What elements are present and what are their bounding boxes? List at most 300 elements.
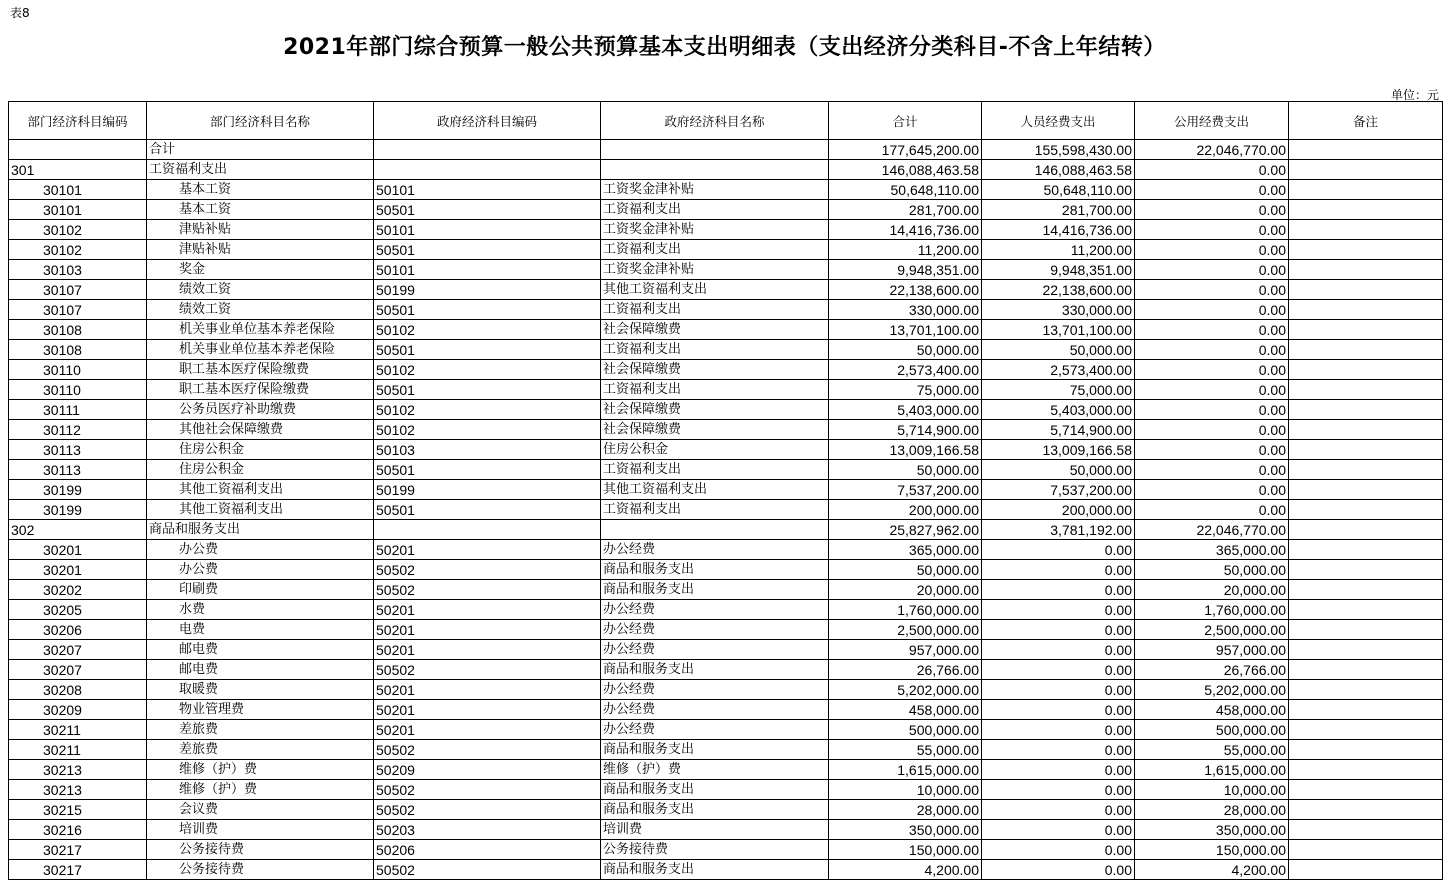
cell-public: 350,000.00 bbox=[1135, 820, 1289, 840]
cell-dept-name: 职工基本医疗保险缴费 bbox=[147, 360, 374, 380]
header-note: 备注 bbox=[1289, 102, 1443, 140]
unit-label: 单位：元 bbox=[1390, 88, 1439, 102]
header-gov-name: 政府经济科目名称 bbox=[601, 102, 829, 140]
cell-dept-name: 合计 bbox=[147, 140, 374, 160]
cell-total: 14,416,736.00 bbox=[829, 220, 982, 240]
cell-dept-code: 30211 bbox=[9, 740, 147, 760]
header-total: 合计 bbox=[829, 102, 982, 140]
cell-dept-name: 培训费 bbox=[147, 820, 374, 840]
cell-gov-name: 商品和服务支出 bbox=[601, 780, 829, 800]
cell-gov-code: 50502 bbox=[374, 660, 601, 680]
cell-public: 55,000.00 bbox=[1135, 740, 1289, 760]
cell-dept-name: 差旅费 bbox=[147, 740, 374, 760]
cell-gov-name: 维修（护）费 bbox=[601, 760, 829, 780]
cell-personnel: 3,781,192.00 bbox=[982, 520, 1135, 540]
cell-dept-code: 30102 bbox=[9, 220, 147, 240]
cell-note bbox=[1289, 400, 1443, 420]
cell-gov-code: 50502 bbox=[374, 580, 601, 600]
cell-note bbox=[1289, 660, 1443, 680]
table-row bbox=[9, 580, 1443, 600]
table-row bbox=[9, 700, 1443, 720]
cell-total: 55,000.00 bbox=[829, 740, 982, 760]
cell-gov-code: 50201 bbox=[374, 540, 601, 560]
cell-public: 0.00 bbox=[1135, 400, 1289, 420]
cell-note bbox=[1289, 340, 1443, 360]
cell-public: 22,046,770.00 bbox=[1135, 520, 1289, 540]
cell-gov-name: 社会保障缴费 bbox=[601, 400, 829, 420]
cell-dept-name: 其他工资福利支出 bbox=[147, 500, 374, 520]
cell-dept-name: 水费 bbox=[147, 600, 374, 620]
cell-dept-name: 维修（护）费 bbox=[147, 760, 374, 780]
cell-gov-code: 50201 bbox=[374, 640, 601, 660]
cell-note bbox=[1289, 720, 1443, 740]
header-public: 公用经费支出 bbox=[1135, 102, 1289, 140]
cell-note bbox=[1289, 360, 1443, 380]
cell-gov-name: 社会保障缴费 bbox=[601, 420, 829, 440]
cell-total: 22,138,600.00 bbox=[829, 280, 982, 300]
table-row bbox=[9, 380, 1443, 400]
cell-total: 2,500,000.00 bbox=[829, 620, 982, 640]
cell-dept-code: 30103 bbox=[9, 260, 147, 280]
cell-personnel: 0.00 bbox=[982, 740, 1135, 760]
cell-gov-code: 50103 bbox=[374, 440, 601, 460]
cell-dept-name: 商品和服务支出 bbox=[147, 520, 374, 540]
cell-total: 2,573,400.00 bbox=[829, 360, 982, 380]
table-row bbox=[9, 720, 1443, 740]
cell-public: 1,760,000.00 bbox=[1135, 600, 1289, 620]
cell-dept-code bbox=[9, 140, 147, 160]
cell-total: 458,000.00 bbox=[829, 700, 982, 720]
cell-public: 0.00 bbox=[1135, 220, 1289, 240]
cell-total: 5,403,000.00 bbox=[829, 400, 982, 420]
table-row bbox=[9, 800, 1443, 820]
cell-dept-name: 机关事业单位基本养老保险 bbox=[147, 340, 374, 360]
cell-total: 9,948,351.00 bbox=[829, 260, 982, 280]
cell-public: 28,000.00 bbox=[1135, 800, 1289, 820]
cell-total: 957,000.00 bbox=[829, 640, 982, 660]
cell-gov-name: 商品和服务支出 bbox=[601, 860, 829, 880]
header-dept-code: 部门经济科目编码 bbox=[9, 102, 147, 140]
cell-note bbox=[1289, 300, 1443, 320]
cell-personnel: 7,537,200.00 bbox=[982, 480, 1135, 500]
cell-dept-code: 30101 bbox=[9, 180, 147, 200]
cell-dept-name: 机关事业单位基本养老保险 bbox=[147, 320, 374, 340]
cell-gov-name: 办公经费 bbox=[601, 620, 829, 640]
cell-gov-code: 50502 bbox=[374, 740, 601, 760]
cell-dept-code: 30201 bbox=[9, 540, 147, 560]
cell-public: 0.00 bbox=[1135, 160, 1289, 180]
cell-personnel: 0.00 bbox=[982, 620, 1135, 640]
cell-public: 5,202,000.00 bbox=[1135, 680, 1289, 700]
cell-note bbox=[1289, 640, 1443, 660]
cell-gov-code: 50501 bbox=[374, 240, 601, 260]
cell-public: 957,000.00 bbox=[1135, 640, 1289, 660]
cell-dept-code: 30205 bbox=[9, 600, 147, 620]
page-title: 2021年部门综合预算一般公共预算基本支出明细表（支出经济分类科目-不含上年结转） bbox=[283, 35, 1166, 60]
table-row bbox=[9, 760, 1443, 780]
table-row bbox=[9, 500, 1443, 520]
cell-note bbox=[1289, 580, 1443, 600]
cell-note bbox=[1289, 780, 1443, 800]
cell-dept-name: 办公费 bbox=[147, 540, 374, 560]
cell-dept-name: 公务员医疗补助缴费 bbox=[147, 400, 374, 420]
cell-public: 0.00 bbox=[1135, 320, 1289, 340]
cell-gov-code: 50501 bbox=[374, 380, 601, 400]
cell-personnel: 0.00 bbox=[982, 580, 1135, 600]
cell-gov-name: 其他工资福利支出 bbox=[601, 480, 829, 500]
cell-total: 500,000.00 bbox=[829, 720, 982, 740]
cell-gov-code: 50501 bbox=[374, 300, 601, 320]
cell-gov-name: 办公经费 bbox=[601, 600, 829, 620]
cell-note bbox=[1289, 800, 1443, 820]
cell-public: 0.00 bbox=[1135, 280, 1289, 300]
cell-personnel: 330,000.00 bbox=[982, 300, 1135, 320]
cell-note bbox=[1289, 700, 1443, 720]
table-row bbox=[9, 200, 1443, 220]
cell-total: 350,000.00 bbox=[829, 820, 982, 840]
cell-dept-code: 30113 bbox=[9, 460, 147, 480]
cell-note bbox=[1289, 260, 1443, 280]
table-row bbox=[9, 320, 1443, 340]
cell-dept-code: 30209 bbox=[9, 700, 147, 720]
cell-total: 365,000.00 bbox=[829, 540, 982, 560]
cell-gov-code: 50101 bbox=[374, 220, 601, 240]
cell-total: 50,648,110.00 bbox=[829, 180, 982, 200]
cell-dept-code: 30213 bbox=[9, 780, 147, 800]
cell-gov-code: 50206 bbox=[374, 840, 601, 860]
cell-note bbox=[1289, 600, 1443, 620]
cell-personnel: 0.00 bbox=[982, 600, 1135, 620]
cell-dept-code: 30101 bbox=[9, 200, 147, 220]
cell-dept-name: 邮电费 bbox=[147, 660, 374, 680]
cell-personnel: 0.00 bbox=[982, 820, 1135, 840]
cell-total: 150,000.00 bbox=[829, 840, 982, 860]
cell-gov-name: 住房公积金 bbox=[601, 440, 829, 460]
cell-public: 0.00 bbox=[1135, 420, 1289, 440]
cell-note bbox=[1289, 320, 1443, 340]
cell-gov-code: 50201 bbox=[374, 700, 601, 720]
cell-public: 458,000.00 bbox=[1135, 700, 1289, 720]
table-row bbox=[9, 480, 1443, 500]
cell-total: 5,202,000.00 bbox=[829, 680, 982, 700]
cell-dept-code: 30110 bbox=[9, 360, 147, 380]
cell-dept-code: 30206 bbox=[9, 620, 147, 640]
cell-note bbox=[1289, 160, 1443, 180]
cell-dept-code: 302 bbox=[9, 520, 147, 540]
cell-dept-code: 30199 bbox=[9, 500, 147, 520]
cell-dept-name: 职工基本医疗保险缴费 bbox=[147, 380, 374, 400]
cell-gov-code: 50501 bbox=[374, 200, 601, 220]
table-row bbox=[9, 660, 1443, 680]
table-row bbox=[9, 260, 1443, 280]
cell-gov-name: 工资奖金津补贴 bbox=[601, 260, 829, 280]
cell-dept-code: 30201 bbox=[9, 560, 147, 580]
cell-gov-name: 办公经费 bbox=[601, 640, 829, 660]
cell-dept-code: 30217 bbox=[9, 860, 147, 880]
cell-total: 75,000.00 bbox=[829, 380, 982, 400]
cell-dept-name: 取暖费 bbox=[147, 680, 374, 700]
cell-gov-code: 50501 bbox=[374, 460, 601, 480]
cell-total: 177,645,200.00 bbox=[829, 140, 982, 160]
table-row bbox=[9, 440, 1443, 460]
cell-personnel: 2,573,400.00 bbox=[982, 360, 1135, 380]
cell-total: 7,537,200.00 bbox=[829, 480, 982, 500]
table-row bbox=[9, 520, 1443, 540]
cell-dept-code: 30113 bbox=[9, 440, 147, 460]
cell-dept-name: 物业管理费 bbox=[147, 700, 374, 720]
cell-gov-name: 办公经费 bbox=[601, 680, 829, 700]
cell-dept-code: 30102 bbox=[9, 240, 147, 260]
cell-public: 22,046,770.00 bbox=[1135, 140, 1289, 160]
cell-public: 0.00 bbox=[1135, 380, 1289, 400]
cell-public: 0.00 bbox=[1135, 200, 1289, 220]
cell-public: 0.00 bbox=[1135, 300, 1289, 320]
table-row bbox=[9, 400, 1443, 420]
cell-note bbox=[1289, 540, 1443, 560]
cell-dept-code: 30213 bbox=[9, 760, 147, 780]
cell-note bbox=[1289, 280, 1443, 300]
cell-dept-code: 30110 bbox=[9, 380, 147, 400]
cell-note bbox=[1289, 860, 1443, 880]
cell-dept-name: 维修（护）费 bbox=[147, 780, 374, 800]
cell-public: 2,500,000.00 bbox=[1135, 620, 1289, 640]
cell-personnel: 0.00 bbox=[982, 780, 1135, 800]
table-number: 表8 bbox=[10, 6, 30, 20]
cell-note bbox=[1289, 240, 1443, 260]
cell-gov-code: 50203 bbox=[374, 820, 601, 840]
table-row bbox=[9, 360, 1443, 380]
cell-total: 20,000.00 bbox=[829, 580, 982, 600]
cell-public: 365,000.00 bbox=[1135, 540, 1289, 560]
cell-personnel: 0.00 bbox=[982, 720, 1135, 740]
cell-gov-code: 50102 bbox=[374, 360, 601, 380]
cell-gov-code: 50102 bbox=[374, 420, 601, 440]
cell-personnel: 0.00 bbox=[982, 760, 1135, 780]
table-row bbox=[9, 540, 1443, 560]
table-row bbox=[9, 820, 1443, 840]
cell-dept-name: 绩效工资 bbox=[147, 300, 374, 320]
cell-public: 26,766.00 bbox=[1135, 660, 1289, 680]
cell-public: 0.00 bbox=[1135, 180, 1289, 200]
cell-personnel: 0.00 bbox=[982, 560, 1135, 580]
header-row bbox=[9, 102, 1443, 140]
cell-gov-code: 50102 bbox=[374, 320, 601, 340]
cell-public: 0.00 bbox=[1135, 440, 1289, 460]
cell-personnel: 146,088,463.58 bbox=[982, 160, 1135, 180]
cell-personnel: 13,701,100.00 bbox=[982, 320, 1135, 340]
cell-total: 50,000.00 bbox=[829, 460, 982, 480]
cell-dept-name: 住房公积金 bbox=[147, 460, 374, 480]
cell-total: 13,701,100.00 bbox=[829, 320, 982, 340]
cell-total: 281,700.00 bbox=[829, 200, 982, 220]
cell-dept-code: 30107 bbox=[9, 300, 147, 320]
cell-note bbox=[1289, 520, 1443, 540]
cell-note bbox=[1289, 680, 1443, 700]
cell-note bbox=[1289, 560, 1443, 580]
cell-dept-name: 津贴补贴 bbox=[147, 220, 374, 240]
table-row bbox=[9, 140, 1443, 160]
cell-gov-name: 社会保障缴费 bbox=[601, 360, 829, 380]
cell-personnel: 0.00 bbox=[982, 700, 1135, 720]
cell-public: 0.00 bbox=[1135, 260, 1289, 280]
cell-public: 10,000.00 bbox=[1135, 780, 1289, 800]
cell-gov-name: 工资福利支出 bbox=[601, 340, 829, 360]
cell-personnel: 50,000.00 bbox=[982, 340, 1135, 360]
cell-note bbox=[1289, 200, 1443, 220]
cell-note bbox=[1289, 380, 1443, 400]
cell-total: 200,000.00 bbox=[829, 500, 982, 520]
cell-gov-name bbox=[601, 160, 829, 180]
table-row bbox=[9, 420, 1443, 440]
cell-personnel: 13,009,166.58 bbox=[982, 440, 1135, 460]
cell-dept-name: 绩效工资 bbox=[147, 280, 374, 300]
cell-gov-name: 工资福利支出 bbox=[601, 500, 829, 520]
cell-public: 500,000.00 bbox=[1135, 720, 1289, 740]
cell-personnel: 50,648,110.00 bbox=[982, 180, 1135, 200]
cell-note bbox=[1289, 140, 1443, 160]
cell-total: 1,615,000.00 bbox=[829, 760, 982, 780]
cell-personnel: 5,403,000.00 bbox=[982, 400, 1135, 420]
cell-dept-name: 津贴补贴 bbox=[147, 240, 374, 260]
cell-dept-name: 工资福利支出 bbox=[147, 160, 374, 180]
cell-personnel: 0.00 bbox=[982, 680, 1135, 700]
cell-gov-code: 50502 bbox=[374, 560, 601, 580]
cell-public: 0.00 bbox=[1135, 240, 1289, 260]
cell-personnel: 22,138,600.00 bbox=[982, 280, 1135, 300]
cell-personnel: 0.00 bbox=[982, 540, 1135, 560]
cell-dept-code: 30111 bbox=[9, 400, 147, 420]
cell-public: 0.00 bbox=[1135, 460, 1289, 480]
cell-dept-name: 奖金 bbox=[147, 260, 374, 280]
cell-total: 1,760,000.00 bbox=[829, 600, 982, 620]
cell-dept-name: 办公费 bbox=[147, 560, 374, 580]
cell-personnel: 50,000.00 bbox=[982, 460, 1135, 480]
cell-total: 10,000.00 bbox=[829, 780, 982, 800]
cell-dept-name: 差旅费 bbox=[147, 720, 374, 740]
cell-dept-code: 30108 bbox=[9, 340, 147, 360]
cell-gov-name: 社会保障缴费 bbox=[601, 320, 829, 340]
table-row bbox=[9, 640, 1443, 660]
cell-dept-name: 其他工资福利支出 bbox=[147, 480, 374, 500]
cell-total: 146,088,463.58 bbox=[829, 160, 982, 180]
cell-gov-name: 商品和服务支出 bbox=[601, 660, 829, 680]
cell-public: 20,000.00 bbox=[1135, 580, 1289, 600]
table-row bbox=[9, 560, 1443, 580]
cell-gov-code: 50102 bbox=[374, 400, 601, 420]
cell-dept-name: 公务接待费 bbox=[147, 840, 374, 860]
cell-gov-name: 其他工资福利支出 bbox=[601, 280, 829, 300]
budget-table bbox=[8, 101, 1443, 880]
cell-gov-code: 50502 bbox=[374, 780, 601, 800]
table-row bbox=[9, 300, 1443, 320]
cell-gov-name: 工资福利支出 bbox=[601, 380, 829, 400]
table-row bbox=[9, 340, 1443, 360]
cell-dept-name: 住房公积金 bbox=[147, 440, 374, 460]
cell-dept-code: 301 bbox=[9, 160, 147, 180]
header-dept-name: 部门经济科目名称 bbox=[147, 102, 374, 140]
cell-gov-code: 50199 bbox=[374, 480, 601, 500]
cell-total: 5,714,900.00 bbox=[829, 420, 982, 440]
cell-public: 0.00 bbox=[1135, 480, 1289, 500]
cell-gov-name: 工资福利支出 bbox=[601, 300, 829, 320]
cell-dept-code: 30217 bbox=[9, 840, 147, 860]
cell-public: 0.00 bbox=[1135, 500, 1289, 520]
cell-gov-name: 商品和服务支出 bbox=[601, 580, 829, 600]
cell-personnel: 200,000.00 bbox=[982, 500, 1135, 520]
cell-total: 4,200.00 bbox=[829, 860, 982, 880]
cell-dept-code: 30108 bbox=[9, 320, 147, 340]
cell-total: 13,009,166.58 bbox=[829, 440, 982, 460]
cell-gov-name bbox=[601, 520, 829, 540]
cell-dept-name: 其他社会保障缴费 bbox=[147, 420, 374, 440]
cell-gov-name: 办公经费 bbox=[601, 700, 829, 720]
cell-total: 50,000.00 bbox=[829, 340, 982, 360]
cell-gov-code: 50201 bbox=[374, 680, 601, 700]
cell-gov-code: 50101 bbox=[374, 180, 601, 200]
cell-personnel: 5,714,900.00 bbox=[982, 420, 1135, 440]
table-row bbox=[9, 280, 1443, 300]
cell-dept-code: 30112 bbox=[9, 420, 147, 440]
table-row bbox=[9, 160, 1443, 180]
cell-dept-code: 30207 bbox=[9, 660, 147, 680]
cell-note bbox=[1289, 500, 1443, 520]
table-row bbox=[9, 600, 1443, 620]
cell-gov-name: 公务接待费 bbox=[601, 840, 829, 860]
cell-gov-code: 50199 bbox=[374, 280, 601, 300]
cell-gov-code: 50502 bbox=[374, 800, 601, 820]
cell-personnel: 0.00 bbox=[982, 640, 1135, 660]
cell-total: 11,200.00 bbox=[829, 240, 982, 260]
cell-dept-name: 印刷费 bbox=[147, 580, 374, 600]
cell-dept-name: 基本工资 bbox=[147, 180, 374, 200]
cell-gov-code: 50201 bbox=[374, 720, 601, 740]
cell-public: 4,200.00 bbox=[1135, 860, 1289, 880]
header-personnel: 人员经费支出 bbox=[982, 102, 1135, 140]
cell-total: 28,000.00 bbox=[829, 800, 982, 820]
cell-personnel: 155,598,430.00 bbox=[982, 140, 1135, 160]
cell-gov-name: 工资奖金津补贴 bbox=[601, 180, 829, 200]
cell-gov-code: 50501 bbox=[374, 500, 601, 520]
header-gov-code: 政府经济科目编码 bbox=[374, 102, 601, 140]
cell-personnel: 11,200.00 bbox=[982, 240, 1135, 260]
cell-personnel: 0.00 bbox=[982, 800, 1135, 820]
cell-public: 0.00 bbox=[1135, 360, 1289, 380]
cell-gov-code: 50201 bbox=[374, 620, 601, 640]
cell-personnel: 0.00 bbox=[982, 660, 1135, 680]
cell-note bbox=[1289, 840, 1443, 860]
table-row bbox=[9, 680, 1443, 700]
cell-note bbox=[1289, 740, 1443, 760]
cell-dept-code: 30211 bbox=[9, 720, 147, 740]
cell-gov-name: 工资福利支出 bbox=[601, 460, 829, 480]
cell-dept-code: 30208 bbox=[9, 680, 147, 700]
cell-note bbox=[1289, 760, 1443, 780]
table-row bbox=[9, 860, 1443, 880]
cell-note bbox=[1289, 220, 1443, 240]
table-row bbox=[9, 220, 1443, 240]
cell-total: 330,000.00 bbox=[829, 300, 982, 320]
cell-dept-name: 基本工资 bbox=[147, 200, 374, 220]
cell-note bbox=[1289, 460, 1443, 480]
table-row bbox=[9, 460, 1443, 480]
cell-gov-name: 培训费 bbox=[601, 820, 829, 840]
cell-gov-code: 50502 bbox=[374, 860, 601, 880]
cell-note bbox=[1289, 820, 1443, 840]
cell-personnel: 9,948,351.00 bbox=[982, 260, 1135, 280]
table-row bbox=[9, 240, 1443, 260]
cell-total: 26,766.00 bbox=[829, 660, 982, 680]
cell-personnel: 14,416,736.00 bbox=[982, 220, 1135, 240]
